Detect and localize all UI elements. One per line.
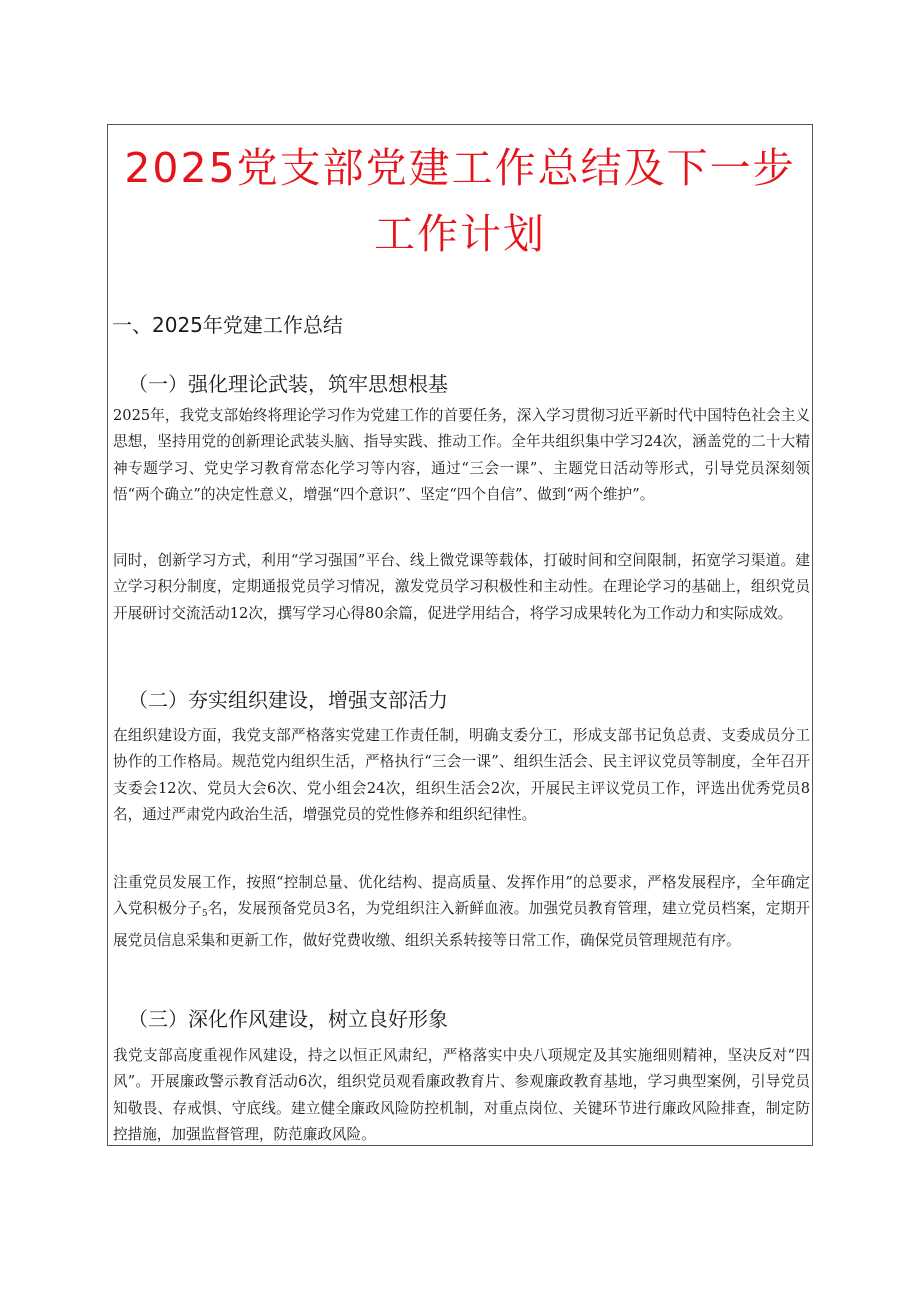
subsection-heading-style: （三）深化作风建设，树立良好形象 [128, 1007, 448, 1031]
subsection-heading-theory: （一）强化理论武装，筑牢思想根基 [128, 372, 448, 396]
paragraph-theory-2: 同时，创新学习方式，利用“学习强国”平台、线上微党课等载体，打破时间和空间限制，拓宽学习渠道。建立学习积分制度，定期通报党员学习情况，激发党员学习积极性和主动性。在理论学习的基础上，组织党员开展研讨交流活动12次，撰写学习心得80余篇，促进学用结合，将学习成果转化为工作动力和实际成效。 [113, 552, 810, 622]
paragraph-organization-2-part-b: 名，发展预备党员3名，为党组织注入新鲜血液。加强党员教育管理，建立党员档案，定期开展党员信息采集和更新工作，做好党费收缴、组织关系转接等日常工作，确保党员管理规范有序。 [113, 900, 810, 949]
document-title-line-1: 2025党支部党建工作总结及下一步 [124, 144, 796, 192]
subsection-heading-organization: （二）夯实组织建设，增强支部活力 [128, 688, 448, 712]
paragraph-organization-2 [113, 870, 810, 954]
paragraph-theory-1: 2025年，我党支部始终将理论学习作为党建工作的首要任务，深入学习贯彻习近平新时代中国特色社会主义思想，坚持用党的创新理论武装头脑、指导实践、推动工作。全年共组织集中学习24次，涵盖党的二十大精神专题学习、党史学习教育常态化学习等内容，通过“三会一课”、主题党日活动等形式，引导党员深刻领悟“两个确立”的决定性意义，增强“四个意识”、坚定“四个自信”、做到“两个维护”。 [113, 407, 810, 504]
page-frame [107, 124, 813, 1146]
paragraph-organization-2-part-a: 注重党员发展工作，按照“控制总量、优化结构、提高质量、发挥作用”的总要求，严格发展程序，全年确定入党积极分子 [113, 874, 810, 918]
document-title-line-2: 工作计划 [374, 210, 546, 258]
paragraph-organization-1: 在组织建设方面，我党支部严格落实党建工作责任制，明确支委分工，形成支部书记负总责、支委成员分工协作的工作格局。规范党内组织生活，严格执行“三会一课”、组织生活会、民主评议党员等制度，全年召开支委会12次、党员大会6次、党小组会24次，组织生活会2次，开展民主评议党员工作，评选出优秀党员8名，通过严肃党内政治生活，增强党员的党性修养和组织纪律性。 [113, 727, 810, 824]
paragraph-style-1: 我党支部高度重视作风建设，持之以恒正风肃纪，严格落实中央八项规定及其实施细则精神，坚决反对“四风”。开展廉政警示教育活动6次，组织党员观看廉政教育片、参观廉政教育基地，学习典型案例，引导党员知敬畏、存戒惧、守底线。建立健全廉政风险防控机制，对重点岗位、关键环节进行廉政风险排查，制定防控措施，加强监督管理，防范廉政风险。 [113, 1047, 810, 1144]
paragraph-organization-2-subscript: 5 [201, 909, 208, 920]
section-heading-summary: 一、2025年党建工作总结 [112, 313, 343, 337]
